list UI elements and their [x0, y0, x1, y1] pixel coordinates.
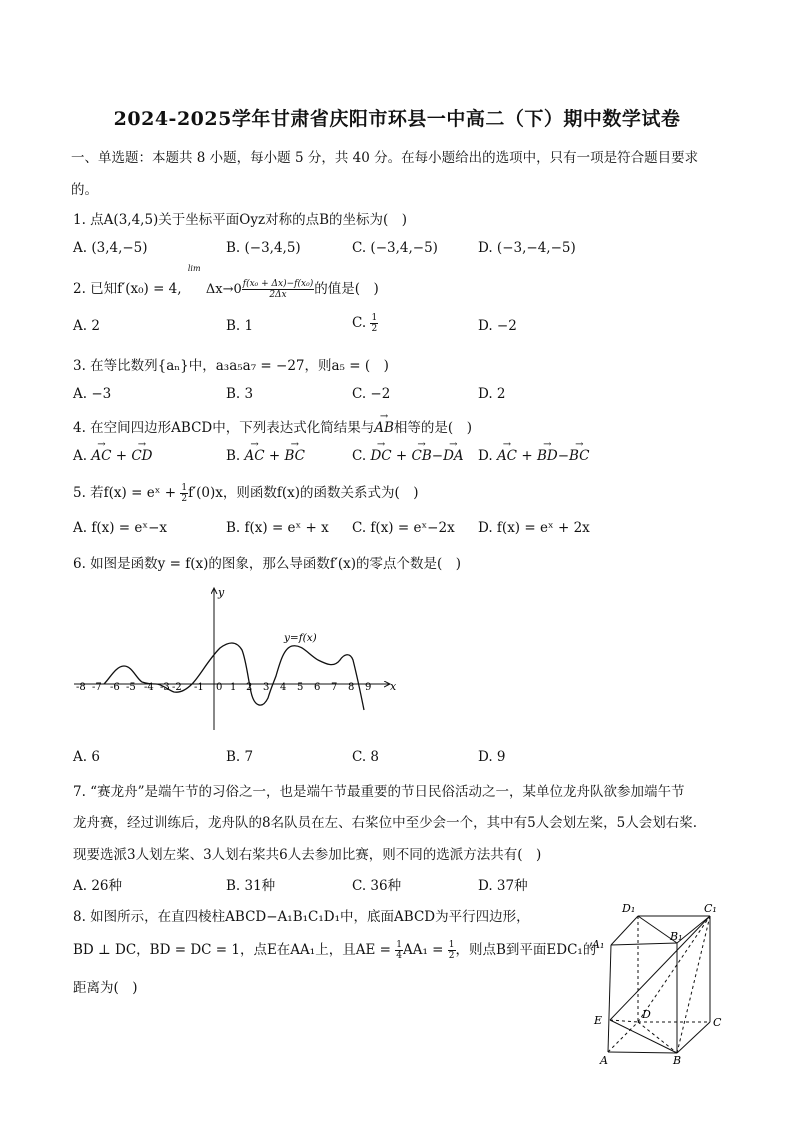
tick-label: 7	[331, 682, 338, 693]
label-c1: C₁	[704, 902, 717, 915]
q2-option-a[interactable]: A. 2	[73, 318, 100, 334]
question-7-line1: 7. “赛龙舟”是端午节的习俗之一，也是端午节最重要的节日民俗活动之一，某单位龙舟队欲参加端午节	[73, 784, 685, 800]
question-7-line3: 现要选派3人划左桨、3人划右桨共6人去参加比赛，则不同的选派方法共有( )	[73, 847, 542, 863]
label-a: A	[600, 1054, 608, 1067]
q6-option-a[interactable]: A. 6	[73, 749, 100, 765]
q6-option-d[interactable]: D. 9	[478, 749, 506, 765]
q6-option-b[interactable]: B. 7	[226, 749, 254, 765]
question-8-line1: 8. 如图所示，在直四棱柱ABCD−A₁B₁C₁D₁中，底面ABCD为平行四边形，	[73, 909, 530, 925]
tick-label: 5	[297, 682, 304, 693]
question-5-stem: 5. 若f(x) = eˣ + $\frac{1}{2}$ f′(0)x，则函数f(x)的函数关系式为( )	[73, 483, 419, 504]
tick-label: 0	[216, 682, 223, 693]
prism-figure	[586, 898, 736, 1068]
q2-lim-sub: Δx→0	[205, 282, 242, 297]
q3-option-d[interactable]: D. 2	[478, 386, 506, 402]
q3-option-b[interactable]: B. 3	[226, 386, 254, 402]
q4-option-c[interactable]: C. → DC + → CB−→ DA	[352, 448, 464, 464]
q1-option-c[interactable]: C. (−3,4,−5)	[352, 240, 438, 256]
tick-label: -6	[110, 682, 120, 693]
q2-option-b[interactable]: B. 1	[226, 318, 254, 334]
y-axis-label: y	[218, 586, 225, 599]
q5-option-d[interactable]: D. f(x) = eˣ + 2x	[478, 520, 590, 536]
q7-option-b[interactable]: B. 31种	[226, 878, 276, 894]
question-3-stem: 3. 在等比数列{aₙ}中，a₃a₅a₇ = −27，则a₅ = ( )	[73, 358, 389, 374]
label-c: C	[713, 1016, 722, 1029]
tick-label: -3	[160, 682, 170, 693]
q5-option-c[interactable]: C. f(x) = eˣ−2x	[352, 520, 455, 536]
question-7-line2: 龙舟赛，经过训练后，龙舟队的8名队员在左、右桨位中至少会一个，其中有5人会划左桨，5人会划右桨.	[73, 815, 698, 831]
tick-label: 3	[263, 682, 270, 693]
q3-option-c[interactable]: C. −2	[352, 386, 391, 402]
q2-suffix: 的值是( )	[314, 281, 379, 297]
q2-prefix: 2. 已知f′(x₀) = 4,	[73, 281, 182, 297]
tick-label: 8	[348, 682, 355, 693]
vector-ab: → AB	[374, 420, 394, 436]
tick-label: 6	[314, 682, 321, 693]
x-axis-label: x	[390, 680, 397, 693]
tick-label: -7	[92, 682, 102, 693]
tick-label: 4	[280, 682, 287, 693]
q2-option-c[interactable]: C. $\frac{1}{2}$	[352, 313, 378, 334]
q5-option-a[interactable]: A. f(x) = eˣ−x	[73, 520, 168, 536]
question-8-line3: 距离为( )	[73, 980, 138, 996]
page-title: 2024-2025学年甘肃省庆阳市环县一中高二（下）期中数学试卷	[113, 108, 681, 130]
q7-option-a[interactable]: A. 26种	[73, 878, 123, 894]
q2-lim: lim	[187, 264, 201, 273]
question-2-stem	[73, 264, 379, 300]
label-b: B	[673, 1054, 682, 1067]
q6-option-c[interactable]: C. 8	[352, 749, 380, 765]
tick-label: -8	[76, 682, 86, 693]
label-b1: B₁	[670, 930, 683, 943]
q4-option-a[interactable]: A. → AC + → CD	[73, 448, 153, 464]
label-d1: D₁	[622, 902, 636, 915]
curve-label: y=f(x)	[284, 632, 317, 644]
q3-option-a[interactable]: A. −3	[73, 386, 112, 402]
q7-option-d[interactable]: D. 37种	[478, 878, 528, 894]
q7-option-c[interactable]: C. 36种	[352, 878, 402, 894]
question-1-stem: 1. 点A(3,4,5)关于坐标平面Oyz对称的点B的坐标为( )	[73, 212, 408, 228]
q2-option-d[interactable]: D. −2	[478, 318, 517, 334]
question-4-stem: 4. 在空间四边形ABCD中，下列表达式化简结果与→ AB相等的是( )	[73, 416, 472, 436]
question-6-stem: 6. 如图是函数y = f(x)的图象，那么导函数f′(x)的零点个数是( )	[73, 556, 462, 572]
tick-label: -5	[126, 682, 136, 693]
section-header-line2: 的。	[71, 182, 98, 198]
q5-option-b[interactable]: B. f(x) = eˣ + x	[226, 520, 329, 536]
tick-label: -1	[194, 682, 204, 693]
section-header-line1: 一、单选题：本题共 8 小题，每小题 5 分，共 40 分。在每小题给出的选项中，只有一项是符合题目要求	[71, 150, 699, 166]
q4-option-b[interactable]: B. → AC + → BC	[226, 448, 305, 464]
label-a1: A₁	[592, 938, 605, 951]
q1-option-d[interactable]: D. (−3,−4,−5)	[478, 240, 576, 256]
q1-option-a[interactable]: A. (3,4,−5)	[73, 240, 148, 256]
question-8-line2: BD ⊥ DC，BD = DC = 1，点E在AA₁上，且AE = $\frac{1}{4}$ AA₁ = $\frac{1}{2}$ ，则点B到平面EDC₁的	[73, 940, 597, 961]
tick-label: 9	[365, 682, 372, 693]
tick-label: -4	[144, 682, 154, 693]
q2-fraction: $\frac{\text{f(x₀ + Δx)−f(x₀)}}{2\Delta x}$	[242, 279, 314, 300]
function-graph-figure	[70, 580, 410, 740]
tick-label: -2	[172, 682, 182, 693]
label-d: D	[642, 1008, 651, 1021]
q1-option-b[interactable]: B. (−3,4,5)	[226, 240, 301, 256]
tick-label: 1	[230, 682, 237, 693]
function-curve	[104, 643, 364, 710]
q4-option-d[interactable]: D. → AC + → BD−→ BC	[478, 448, 590, 464]
tick-label: 2	[246, 682, 253, 693]
label-e: E	[594, 1014, 603, 1027]
